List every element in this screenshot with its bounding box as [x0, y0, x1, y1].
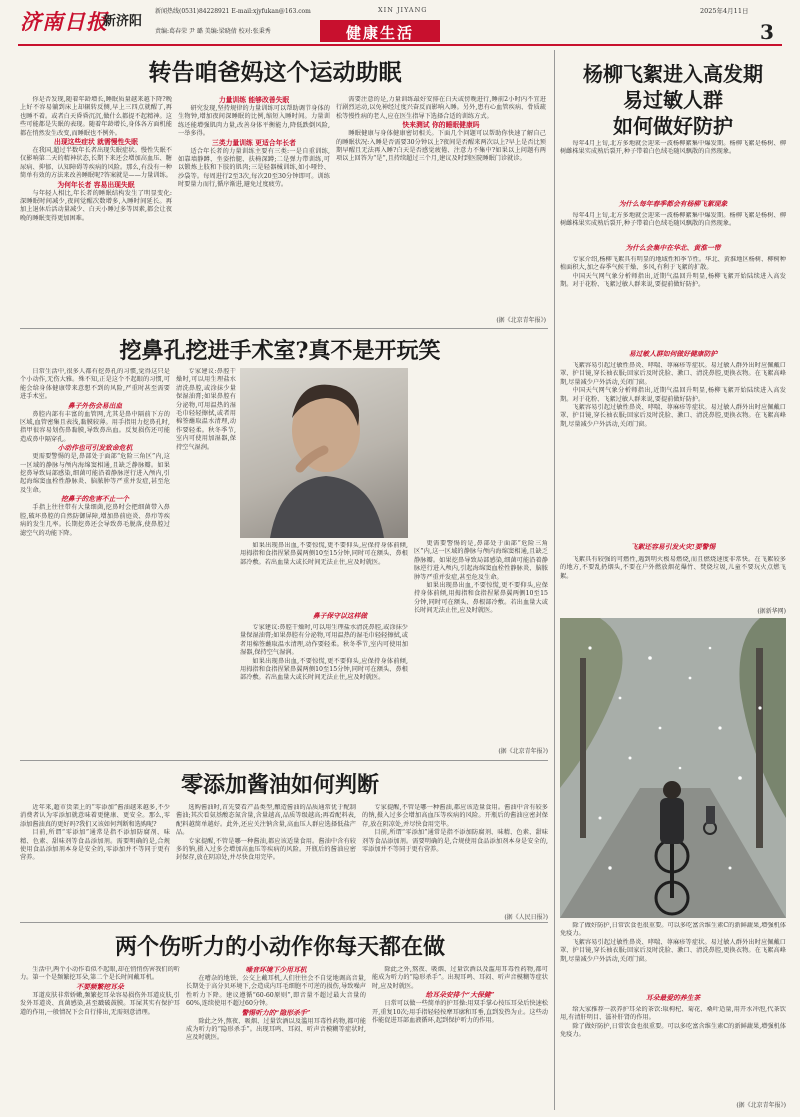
article5-subhead-4: 飞絮还容易引发火灾!要警惕 [630, 543, 716, 551]
article5-source-2: (据《北京青年报》) [736, 1102, 786, 1109]
page-number: 3 [760, 20, 774, 44]
article5-block4: 飞絮容易引起过敏性鼻炎、哮喘、荨麻疹等症状。易过敏人群外出时应佩戴口罩、护目镜,穿长袖衣服;回家后及时洗脸、漱口、清洗鼻腔,更换衣物。在飞絮高峰期,尽量减少户外活动,关闭门窗。 中国天气网气象分析师指出,近期气温回升明显,杨柳飞絮开始陆续进入高发期。对于花粉、飞絮过敏人群来说,要提前做好防护。 飞絮容易引起过敏性鼻炎、哮喘、荨麻疹等症状。易过敏人群外出时应佩戴口罩、护目镜,穿长袖衣服;回家后及时洗脸、漱口、清洗鼻腔,更换衣物。在飞絮高峰期,尽量减少户外活动,关闭门窗。 [560, 362, 786, 428]
divider-1 [20, 328, 548, 329]
article3-source: (据《人民日报》) [504, 914, 548, 921]
headline-soy-sauce: 零添加酱油如何判断 [180, 772, 379, 798]
article5-block6: 除了做好防护,日常饮食也很重要。可以多吃富含维生素C的新鲜蔬果,增强机体免疫力。 飞絮容易引起过敏性鼻炎、哮喘、荨麻疹等症状。易过敏人群外出时应佩戴口罩、护目镜,穿长袖衣服;回家后及时洗脸、漱口、清洗鼻腔,更换衣物。在飞絮高峰期,尽量减少户外活动,关闭门窗。 [560, 922, 786, 963]
catkins-street-photo [560, 618, 786, 918]
masthead-rule [18, 44, 782, 46]
article1-col3: 需要注意的是,力量训练最好安排在白天或傍晚进行,睡前2小时内不宜进行剧烈运动,以免神经过度兴奋反而影响入睡。另外,患有心血管疾病、骨质疏松等慢性病的老人,应在医生指导下选择合适的训练方式。 快来测试 你的睡眠健康吗 睡眠健康与身体健康密切相关。下面几个问题可以帮助你快速了解自己的睡眠状况:入睡是否需要30分钟以上?夜间是否醒来两次以上?早上是否比预期早醒且无法再入睡?白天是否感觉疲倦、注意力不集中?如果以上问题有两项以上回答为“是”,且持续超过三个月,建议及时到医院睡眠门诊就诊。 [336, 96, 546, 163]
article2-colA: 日常生活中,很多人都有挖鼻孔的习惯,觉得这只是个小动作,无伤大雅。殊不知,正是这个不起眼的习惯,可能会给身体健康带来意想不到的风险,严重时甚至需要进手术室。 鼻子外伤会易出血 鼻腔内部有丰富的血管网,尤其是鼻中隔前下方的区域,血管密集且表浅,黏膜较薄。用手指用力挖鼻孔时,指甲很容易划伤鼻黏膜,导致鼻出血。反复损伤还可能造成鼻中隔穿孔。 小动作也可引发致命危机 更需要警惕的是,鼻部处于面部“危险三角区”内,这一区域的静脉与颅内海绵窦相通,且缺乏静脉瓣。如果挖鼻导致局部感染,细菌可能沿着静脉逆行进入颅内,引起海绵窦血栓性静脉炎、脑脓肿等严重并发症,甚至危及生命。 挖鼻子的危害不止一个 手指上往往带有大量细菌,挖鼻时会把细菌带入鼻腔,破坏鼻腔的自然防御屏障,增加鼻前庭炎、鼻疖等疾病的发生几率。长期挖鼻还会导致鼻毛脱落,使鼻腔过滤空气的功能下降。 [20, 368, 170, 537]
headline-catkins-line1: 杨柳飞絮进入高发期 [583, 62, 763, 86]
article5-block2: 每年4月上旬,北方多地就会迎来一波杨柳絮集中爆发期。杨柳飞絮是杨树、柳树雌株果实成熟后裂开,种子带着白色绒毛随风飘散的自然现象。 [560, 212, 786, 228]
article4-subhead-4: 给耳朵安排个“大保健” [425, 991, 495, 1000]
article5-block1: 每年4月上旬,北方多地就会迎来一波杨柳絮集中爆发期。杨柳飞絮是杨树、柳树雌株果实成熟后裂开,种子带着白色绒毛随风飘散的自然现象。 [560, 140, 786, 156]
vertical-divider [554, 50, 555, 1110]
cyclist-scene-icon [560, 618, 786, 918]
article1-subhead-4: 三类力量训练 更适合年长者 [212, 138, 296, 147]
article4-subhead-3: 警惕听力的“隐形杀手” [241, 1008, 311, 1017]
article2-subhead-1: 鼻子外伤会易出血 [67, 401, 123, 410]
sub-logo: 新济阳 [103, 14, 143, 29]
article2-colB: 专家建议:鼻腔干燥时,可以用生理盐水清洗鼻腔,或涂抹少量保湿油膏;如果鼻腔有分泌物,可用温热的湿毛巾轻轻擦拭,或者用棉签蘸取温水清理,动作要轻柔。秋冬季节,室内可使用加湿器,保持空气湿润。 [176, 368, 236, 451]
headline-sleep-exercise: 转告咱爸妈这个运动助眠 [148, 59, 402, 86]
newspaper-logo: 济南日报 [20, 9, 108, 34]
article5-subhead-1: 为什么每年春季都会有杨柳飞絮现象 [618, 200, 728, 208]
headline-nose-picking: 挖鼻孔挖进手术室?真不是开玩笑 [119, 338, 441, 364]
article2-colD: 专家建议:鼻腔干燥时,可以用生理盐水清洗鼻腔,或涂抹少量保湿油膏;如果鼻腔有分泌物,可用温热的湿毛巾轻轻擦拭,或者用棉签蘸取温水清理,动作要轻柔。秋冬季节,室内可使用加湿器,保持空气湿润。 如果出现鼻出血,不要惊慌,更不要仰头,应保持身体前倾,用拇指和食指捏紧鼻翼两侧10至15分钟,同时可在额头、鼻根部冷敷。若出血量大或长时间无法止住,应及时就医。 [240, 624, 408, 682]
article2-colE: 更需要警惕的是,鼻部处于面部“危险三角区”内,这一区域的静脉与颅内海绵窦相通,且缺乏静脉瓣。如果挖鼻导致局部感染,细菌可能沿着静脉逆行进入颅内,引起海绵窦血栓性静脉炎、脑脓肿等严重并发症,甚至危及生命。 如果出现鼻出血,不要惊慌,更不要仰头,应保持身体前倾,用拇指和食指捏紧鼻翼两侧10至15分钟,同时可在额头、鼻根部冷敷。若出血量大或长时间无法止住,应及时就医。 [414, 540, 548, 615]
divider-3 [20, 922, 548, 923]
article3-colC: 专家提醒,不管是哪一种酱油,都应该适量食用。酱油中含有较多的钠,摄入过多会增加高血压等疾病的风险。开瓶后的酱油应密封保存,放在阴凉处,并尽快食用完毕。 目前,所谓“零添加”通常是指不添加防腐剂、味精、色素、甜味剂等食品添加剂。需要明确的是,合规使用食品添加剂本身是安全的,零添加并不等同于更有营养。 [362, 804, 548, 854]
article5-subhead-3: 易过敏人群如何做好健康防护 [628, 350, 718, 358]
article5-block5: 飞絮具有较强的可燃性,遇到明火极易燃烧,而且燃烧速度非常快。在飞絮较多的地方,不要乱扔烟头,不要在户外燃放烟花爆竹、焚烧垃圾,儿童不要玩火点燃飞絮。 [560, 556, 786, 580]
article1-subhead-3: 力量训练 能够改善失眠 [218, 96, 290, 104]
article3-colA: 近年来,超市货架上的“零添加”酱油越来越多,不少消费者认为零添加就意味着更健康、更安全。那么,零添加酱油真的更好吗?我们又该如何判断和选购呢? 目前,所谓“零添加”通常是指不添加防腐剂、味精、色素、甜味剂等食品添加剂。需要明确的是,合规使用食品添加剂本身是安全的,零添加并不等同于更有营养。 [20, 804, 170, 862]
article1-subhead-2: 为何年长者 容易出现失眠 [57, 180, 135, 189]
man-silhouette-icon [240, 368, 408, 538]
article1-source: (据《北京青年报》) [496, 317, 546, 324]
article1-col1: 你是否发现,随着年龄增长,睡眠质量越来越下降?晚上好不容易躺到床上却辗转反侧,早上三四点就醒了,再也睡不着。或者白天昏昏沉沉,做什么都提不起精神。这些可能都是失眠的表现。随着年龄增长,身体各方面机能都在悄然发生改变,而睡眠也不例外。 出现这些症状 就需慢性失眠 在我国,超过半数年长者出现失眠症状。慢性失眠不仅影响第二天的精神状态,长期下来还会增加高血压、糖尿病、抑郁、认知障碍等疾病的风险。那么,有没有一种简单有效的方法来改善睡眠呢?答案就是——力量训练。 为何年长者 容易出现失眠 与年轻人相比,年长者的睡眠结构发生了明显变化:深睡眠时间减少,夜间觉醒次数增多,入睡时间延长。再加上退休后活动量减少、白天小睡过多等因素,都会让夜晚的睡眠变得更加困难。 [20, 96, 172, 222]
divider-2 [20, 760, 548, 761]
issue-date: 2025年4月11日 [700, 7, 749, 15]
headline-catkins-line3: 如何做好防护 [613, 114, 733, 138]
article5-block7: 给大家推荐一款养护耳朵的茶饮:取枸杞、菊花、桑叶适量,用开水冲泡,代茶饮用,有清肝明目、滋补肝肾的作用。 除了做好防护,日常饮食也很重要。可以多吃富含维生素C的新鲜蔬果,增强机体免疫力。 [560, 1006, 786, 1039]
article2-subhead-2: 小动作也可引发致命危机 [57, 444, 133, 453]
article5-block3: 专家介绍,杨柳飞絮具有明显的地域性和季节性。华北、黄淮地区杨树、柳树种植面积大,加之春季气候干燥、多风,有利于飞絮的扩散。 中国天气网气象分析师指出,近期气温回升明显,杨柳飞絮开始陆续进入高发期。对于花粉、飞絮过敏人群来说,要提前做好防护。 [560, 256, 786, 289]
section-title: 健康生活 [345, 24, 414, 42]
article3-colB: 选购酱油时,首先要看产品类型,酿造酱油的品质通常优于配制酱油;其次看氨基酸态氮含量,含量越高,品质等级越高;再看配料表,配料越简单越好。此外,还应关注钠含量,高血压人群应选择低盐产品。 专家提醒,不管是哪一种酱油,都应该适量食用。酱油中含有较多的钠,摄入过多会增加高血压等疾病的风险。开瓶后的酱油应密封保存,放在阴凉处,并尽快食用完毕。 [176, 804, 356, 862]
article2-subhead-4: 挖鼻子的危害不止一个 [61, 495, 129, 504]
headline-catkins-line2: 易过敏人群 [623, 88, 723, 112]
article4-colC: 除此之外,熬夜、吸烟、过量饮酒以及滥用耳毒性药物,都可能成为听力的“隐形杀手”。出现耳鸣、耳闷、听声音模糊等症状时,应及时就医。 给耳朵安排个“大保健” 日常可以做一些简单的护耳操:用双手掌心按压耳朵后快速松开,重复10次;用手指轻轻按摩耳廓和耳垂,直到发热为止。这些动作能促进耳部血液循环,起到保护听力的作用。 [372, 966, 548, 1025]
article5-subhead-2: 为什么会集中在华北、黄淮一带 [625, 244, 721, 252]
article4-colB: 噪音环境下少用耳机 在嘈杂的地铁、公交上戴耳机,人们往往会不自觉地调高音量,长期处于高分贝环境下,会造成内耳毛细胞不可逆的损伤,导致噪声性听力下降。建议遵循“60-60原则”,即音量不超过最大音量的60%,连续使用不超过60分钟。 警惕听力的“隐形杀手” 除此之外,熬夜、吸烟、过量饮酒以及滥用耳毒性药物,都可能成为听力的“隐形杀手”。出现耳鸣、耳闷、听声音模糊等症状时,应及时就医。 [186, 966, 366, 1042]
pinyin-label: XIN JIYANG [378, 6, 428, 14]
article4-subhead-2: 噪音环境下少用耳机 [245, 966, 307, 974]
editors-text: 责编:葛春荣 尹 璐 美编:梁晓倩 校对:张秉秀 [155, 28, 271, 35]
article2-source: (据《北京青年报》) [498, 748, 548, 755]
hotline-text: 新闻热线(0531)84228921 E-mail:xjyfukan@163.com [155, 8, 311, 15]
headline-hearing: 两个伤听力的小动作你每天都在做 [114, 934, 445, 960]
article4-subhead-1: 不要频繁挖耳朵 [76, 982, 124, 991]
article4-colA: 生活中,两个小动作看似不起眼,却在悄悄伤害我们的听力。第一个是频繁挖耳朵,第二个是长时间戴耳机。 不要频繁挖耳朵 耳道皮肤非常娇嫩,频繁挖耳朵容易损伤外耳道皮肤,引发外耳道炎、真菌感染,甚至戳破鼓膜。耳屎其实有保护耳道的作用,一般情况下会自行排出,无需刻意清理。 [20, 966, 180, 1016]
article1-subhead-1: 出现这些症状 就需慢性失眠 [54, 138, 138, 147]
article2-subhead-3: 鼻子保守以这样做 [312, 612, 368, 620]
article5-subhead-5: 耳朵最爱的养生茶 [645, 994, 701, 1002]
article5-source-1: (据新华网) [757, 608, 786, 615]
article2-colC: 如果出现鼻出血,不要惊慌,更不要仰头,应保持身体前倾,用拇指和食指捏紧鼻翼两侧10至15分钟,同时可在额头、鼻根部冷敷。若出血量大或长时间无法止住,应及时就医。 [240, 542, 408, 566]
article1-col2: 力量训练 能够改善失眠 研究发现,坚持规律的力量训练可以帮助调节身体的生物钟,增加夜间深睡眠的比例,缩短入睡时间。力量训练还能增强肌肉力量,改善身体平衡能力,降低跌倒风险,一举多得。 三类力量训练 更适合年长者 适合年长者的力量训练主要有三类:一是自重训练,如靠墙静蹲、坐姿抬腿、扶椅深蹲;二是弹力带训练,可以锻炼上肢和下肢的肌肉;三是轻器械训练,如小哑铃、沙袋等。每周进行2至3次,每次20至30分钟即可。训练时要量力而行,循序渐进,避免过度疲劳。 [178, 96, 330, 189]
masthead [0, 0, 800, 46]
article1-subhead-5: 快来测试 你的睡眠健康吗 [402, 121, 480, 130]
nose-picking-photo [240, 368, 408, 538]
